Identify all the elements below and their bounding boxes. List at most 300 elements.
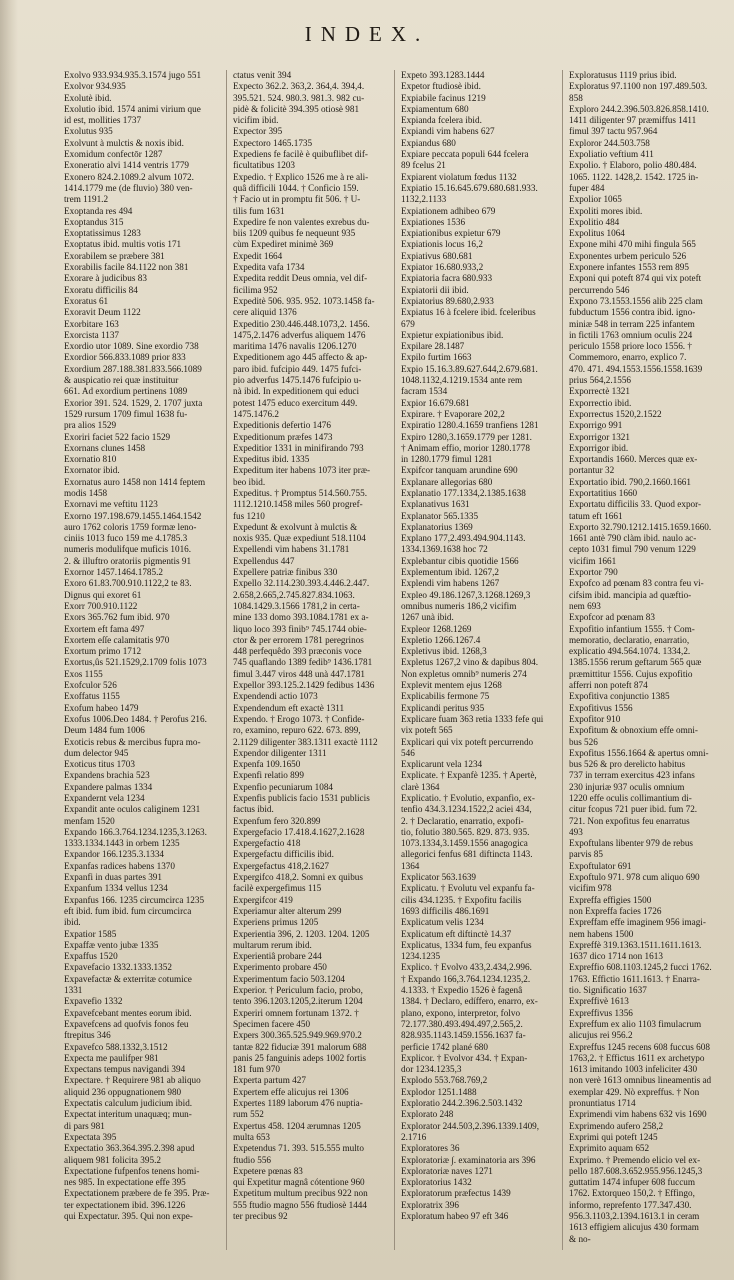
index-entry: Exolutio ibid. 1574 animi virium que xyxy=(64,103,201,114)
index-entry: Exploror 244.503.758 xyxy=(569,137,650,148)
index-entry: Expleor 1268.1269 xyxy=(401,623,472,634)
index-entry: Specimen facere 450 xyxy=(233,1018,311,1029)
index-entry: Explicatus, 1334 fum, feu expanfus xyxy=(401,939,532,950)
page-edge-shadow xyxy=(0,0,18,1280)
index-entry: cepto 1031 fimul 790 venum 1229 xyxy=(569,544,696,555)
index-entry: di pars 981 xyxy=(64,1120,105,1131)
index-entry: Dignus qui exoret 61 xyxy=(64,589,142,600)
index-entry: Expendendi actio 1073 xyxy=(233,691,318,702)
index-entry: tio. Significatio 1637 xyxy=(569,985,647,996)
index-entry: Exordior 566.833.1089 prior 833 xyxy=(64,352,186,363)
index-entry: Expectare. † Requirere 981 ab aliquo xyxy=(64,1075,201,1086)
index-entry: Expandens brachia 523 xyxy=(64,770,150,781)
index-entry: Expiarent violatum fœdus 1132 xyxy=(401,171,517,182)
index-entry: † Animam effio, morior 1280.1778 xyxy=(401,442,530,453)
index-entry: Explementum ibid. 1267,2 xyxy=(401,567,499,578)
index-entry: Expiabile facinus 1219 xyxy=(401,92,486,103)
index-entry: 1334.1369.1638 hoc 72 xyxy=(401,544,488,555)
index-entry: Exploratorius 1432 xyxy=(401,1177,472,1188)
index-entry: bus 526 & pro derelicto habitus xyxy=(569,759,686,770)
index-entry: pidè & folicitè 394.395 otiosè 981 xyxy=(233,103,360,114)
index-entry: Exploratores 36 xyxy=(401,1143,460,1154)
index-entry: Expietur expiationibus ibid. xyxy=(401,329,504,340)
index-entry: Expetere pœnas 83 xyxy=(233,1165,303,1176)
index-entry: in fictili 1763 omnium oculis 224 xyxy=(569,329,693,340)
index-entry: Expando 166.3.764.1234.1235,3.1263. xyxy=(64,826,207,837)
index-entry: Expedita vafa 1734 xyxy=(233,262,305,273)
index-entry: Exordium 287.188.381.833.566.1089 xyxy=(64,363,202,374)
index-entry: Experiens primus 1205 xyxy=(233,917,319,928)
index-entry: Exporrectus 1520,2.1522 xyxy=(569,408,662,419)
index-entry: Explicate. † Expanfè 1235. † Apertè, xyxy=(401,770,537,781)
index-entry: 1331 xyxy=(64,985,83,996)
index-entry: Explicari qui vix poteft percurrendo xyxy=(401,736,534,747)
index-entry: aliquem 981 folicita 395.2 xyxy=(64,1154,161,1165)
index-entry: Expectat interitum unaquæq; mun- xyxy=(64,1109,192,1120)
index-entry: modis 1458 xyxy=(64,487,108,498)
index-entry: Explicor. † Evolvor 434. † Expan- xyxy=(401,1052,528,1063)
index-entry: Exploratrix 396 xyxy=(401,1199,459,1210)
index-entry: 546 xyxy=(401,747,415,758)
index-entry: ter precibus 92 xyxy=(233,1210,288,1221)
index-entry: 1613 imitando 1003 infeliciter 430 xyxy=(569,1064,698,1075)
index-entry: Expiationes 1536 xyxy=(401,216,466,227)
index-entry: Exoptatissimus 1283 xyxy=(64,228,141,239)
index-entry: Expiationis locus 16,2 xyxy=(401,239,483,250)
index-entry: pra alios 1529 xyxy=(64,420,117,431)
index-entry: Exorbitare 163 xyxy=(64,318,119,329)
index-entry: fimul 3.447 viros 448 unà 447.1781 xyxy=(233,668,365,679)
index-entry: nà ibid. In expeditionem qui educi xyxy=(233,386,360,397)
index-entry: 1637 dico 1714 non 1613 xyxy=(569,951,663,962)
index-entry: Expers 300.365.525.949.969.970.2 xyxy=(233,1030,362,1041)
index-entry: Expifcor tanquam arundine 690 xyxy=(401,465,518,476)
index-entry: Experimentum facio 503.1204 xyxy=(233,973,346,984)
index-entry: periculo 1558 priore loco 1556. † xyxy=(569,341,692,352)
index-entry: 679 xyxy=(401,318,415,329)
index-entry: Exprimo. † Premendo elicio vel ex- xyxy=(569,1154,701,1165)
index-entry: Expirare. † Evaporare 202,2 xyxy=(401,408,505,419)
index-entry: allegorici fenfus 681 diftincta 1143. xyxy=(401,849,533,860)
index-entry: Exploratorum præfectus 1439 xyxy=(401,1188,511,1199)
index-column-2 xyxy=(226,70,394,1250)
index-columns xyxy=(58,70,730,1250)
index-entry: Expeditionem ago 445 affecto & ap- xyxy=(233,352,368,363)
index-entry: Exploratio 244.2.396.2.503.1432 xyxy=(401,1098,523,1109)
index-entry: Expiatio 15.16.645.679.680.681.933. xyxy=(401,182,538,193)
index-entry: Expiamentum 680 xyxy=(401,103,469,114)
index-entry: Expoliatio veftium 411 xyxy=(569,149,654,160)
index-entry: Explebantur cibis quotidie 1566 xyxy=(401,555,519,566)
index-entry: 1112.1210.1458 miles 560 progref- xyxy=(233,499,363,510)
index-entry: Exporrigor 1321 xyxy=(569,431,630,442)
index-entry: Exofculor 526 xyxy=(64,680,117,691)
index-entry: cifsim ibid. mancipia ad quæftio- xyxy=(569,589,692,600)
index-entry: Explicare fuam 363 retia 1333 fefe qui xyxy=(401,713,544,724)
index-entry: cere aliquid 1376 xyxy=(233,307,297,318)
index-entry: rum 552 xyxy=(233,1109,264,1120)
index-entry: Expergefactio 418 xyxy=(233,838,301,849)
index-entry: Expergefacio 17.418.4.1627,2.1628 xyxy=(233,826,365,837)
index-entry: Exolutè ibid. xyxy=(64,92,112,103)
index-entry: Exorare à judicibus 83 xyxy=(64,273,147,284)
index-entry: 1220 effe oculis collimantium di- xyxy=(569,793,692,803)
index-entry: Expectatione fufpenfos tenens homi- xyxy=(64,1165,200,1176)
index-entry: ftrepitus 346 xyxy=(64,1030,111,1041)
index-entry: Exolvunt à mulctis & noxis ibid. xyxy=(64,137,184,148)
index-entry: Expeditio 230.446.448.1073,2. 1456. xyxy=(233,318,370,329)
index-entry: Expectatio 363.364.395.2.398 apud xyxy=(64,1143,195,1154)
index-entry: Expreffivè 1613 xyxy=(569,996,629,1007)
index-entry: 1475.1476.2 xyxy=(233,408,279,419)
index-entry: Explanatio 177.1334,2.1385.1638 xyxy=(401,487,526,498)
index-entry: Expofitum & obnoxium effe omni- xyxy=(569,725,698,736)
index-entry: Expiatoria facra 680.933 xyxy=(401,273,493,284)
index-entry: ftudio 556 xyxy=(233,1154,272,1165)
index-entry: Expreffum ex alio 1103 fimulacrum xyxy=(569,1018,702,1029)
index-entry: biis 1209 quibus fe nequeunt 935 xyxy=(233,228,356,239)
index-entry: Explanator 565.1335 xyxy=(401,510,479,521)
index-entry: beo ibid. xyxy=(233,476,266,487)
index-entry: numeris modulifque muficis 1016. xyxy=(64,544,192,555)
index-entry: parvis 85 xyxy=(569,849,603,860)
index-entry: Exportandis 1660. Merces quæ ex- xyxy=(569,454,698,465)
index-entry: Explorator 244.503,2.396.1339.1409, xyxy=(401,1120,540,1131)
index-entry: Exornator ibid. xyxy=(64,465,120,476)
index-entry: perficie 1742 plané 680 xyxy=(401,1041,488,1052)
index-entry: Exortus,ûs 521.1529,2.1709 folis 1073 xyxy=(64,657,207,668)
index-entry: 737 in terram exercitus 423 infans xyxy=(569,770,695,781)
index-entry: Expiandus 680 xyxy=(401,137,456,148)
index-entry: 1529 rursum 1709 fimul 1638 fu- xyxy=(64,408,188,419)
index-entry: Expetendus 71. 393. 515.555 multo xyxy=(233,1143,364,1154)
index-entry: Expleo 49.186.1267,3.1268.1269,3 xyxy=(401,589,531,600)
index-entry: Exoptanda res 494 xyxy=(64,205,133,216)
index-entry: 1048.1132,4.1219.1534 ante rem xyxy=(401,375,523,386)
index-entry: 1384. † Declaro, edíffero, enarro, ex- xyxy=(401,996,538,1007)
index-entry: Expofitus 1556.1664 & apertus omni- xyxy=(569,747,709,758)
index-entry: pio adverfus 1475.1476 fufcipio u- xyxy=(233,375,362,386)
index-entry: vicifim 978 xyxy=(569,883,612,894)
index-entry: 661. Ad exordium pertinens 1089 xyxy=(64,386,188,397)
index-entry: Expletivus ibid. 1268,3 xyxy=(401,646,487,657)
index-entry: Expanfus 166. 1235 circumcirca 1235 xyxy=(64,894,205,905)
index-entry: Expatior 1585 xyxy=(64,928,117,939)
index-entry: exemplar 429. Nò expreffus. † Non xyxy=(569,1086,700,1097)
index-entry: 448 perfequêdo 393 præconis voce xyxy=(233,646,362,657)
index-entry: aliquid 236 oppugnationem 980 xyxy=(64,1086,182,1097)
index-entry: Expilo furtim 1663 xyxy=(401,352,472,363)
index-entry: Exploro 244.2.396.503.826.858.1410. xyxy=(569,103,709,114)
index-entry: Experimento probare 450 xyxy=(233,962,327,973)
index-entry: Expoliti mores ibid. xyxy=(569,205,643,216)
index-entry: Expenfum fero 320.899 xyxy=(233,815,321,826)
index-entry: multa 653 xyxy=(233,1131,271,1142)
index-entry: Experiri omnem fortunam 1372. † xyxy=(233,1007,359,1018)
index-entry: Explano 177,2.493.494.904.1143. xyxy=(401,533,526,544)
index-entry: multarum rerum ibid. xyxy=(233,939,312,950)
index-entry: Exprimendi vim habens 632 vis 1690 xyxy=(569,1109,707,1120)
index-entry: auro 1762 coloris 1759 formæ leno- xyxy=(64,521,197,532)
index-entry: tento 396.1203.1205,2.iterum 1204 xyxy=(233,996,363,1007)
index-entry: Exortem eſſe calamitatis 970 xyxy=(64,634,170,645)
index-entry: 72.177.380.493.494.497,2.565,2. xyxy=(401,1018,523,1029)
index-entry: memoratio, declaratio, enarratio, xyxy=(569,634,690,645)
index-entry: potest 1475 educo exercitum 449. xyxy=(233,397,358,408)
index-entry: 1385.1556 rerum geftarum 565 quæ xyxy=(569,657,702,668)
index-column-1 xyxy=(58,70,226,1250)
index-entry: Expofco ad pœnam 83 contra feu vi- xyxy=(569,578,704,589)
index-entry: 2. † Declaratio, enarratio, expofi- xyxy=(401,815,524,826)
index-entry: dor 1234.1235,3 xyxy=(401,1064,462,1075)
index-entry: Expergefactus 418,2.1627 xyxy=(233,860,330,871)
index-entry: Exoravit Deum 1122 xyxy=(64,307,141,318)
index-entry: fus 1210 xyxy=(233,510,265,521)
index-entry: paro ibid. fufcipio 449. 1475 fufci- xyxy=(233,363,362,374)
index-entry: Expetor ftudiosè ibid. xyxy=(401,81,481,92)
index-entry: fubductum 1556 contra ibid. igno- xyxy=(569,307,696,318)
index-entry: 1234.1235 xyxy=(401,951,441,962)
index-entry: Expandit ante oculos caliginem 1231 xyxy=(64,804,201,815)
index-entry: Expeditionis defertio 1476 xyxy=(233,420,331,431)
index-entry: Expeditior 1331 in minifirando 793 xyxy=(233,442,364,453)
index-entry: Expandernt vela 1234 xyxy=(64,793,145,803)
index-entry: Expolior 1065 xyxy=(569,194,622,205)
index-entry: Expendendum eft exactè 1311 xyxy=(233,702,345,713)
index-entry: Expenfi relatio 899 xyxy=(233,770,304,781)
index-entry: Exoptandus 315 xyxy=(64,216,124,227)
index-entry: 1065. 1122. 1428,2. 1542. 1725 in- xyxy=(569,171,699,182)
index-entry: Explendi vim habens 1267 xyxy=(401,578,500,589)
index-entry: portantur 32 xyxy=(569,465,615,476)
index-entry: Expanfas radices habens 1370 xyxy=(64,860,175,871)
index-entry: panis 25 fanguinis adeps 1002 fortis xyxy=(233,1052,366,1063)
index-entry: 1763,2. † Effictus 1611 ex archetypo xyxy=(569,1052,705,1063)
index-entry: cilis 434.1235. † Expofitu facilis xyxy=(401,894,522,905)
index-entry: ro, examino, repuro 622. 673. 899, xyxy=(233,725,361,736)
index-entry: in 1280.1779 fimul 1281 xyxy=(401,454,493,465)
index-entry: Exoticis rebus & mercibus fupra mo- xyxy=(64,736,201,747)
index-entry: Explicabilis fermone 75 xyxy=(401,691,490,702)
index-entry: Experior. † Periculum facio, probo, xyxy=(233,985,363,996)
index-entry: 1364 xyxy=(401,860,420,871)
index-entry: Exponere infantes 1553 rem 895 xyxy=(569,262,689,273)
index-entry: Explanativus 1631 xyxy=(401,499,470,510)
index-entry: Expofitivus 1556 xyxy=(569,702,633,713)
index-entry: Expiare peccata populi 644 fcelera xyxy=(401,149,529,160)
index-entry: tantæ 822 fiduciæ 391 malorum 688 xyxy=(233,1041,367,1052)
index-entry: Expavefcebant mentes eorum ibid. xyxy=(64,1007,192,1018)
index-entry: Exprimendo aufero 258,2 xyxy=(569,1120,664,1131)
index-entry: Exporrigo 991 xyxy=(569,420,623,431)
index-entry: Expenfa 109.1650 xyxy=(233,759,301,770)
index-entry: Expiro 1280,3.1659.1779 per 1281. xyxy=(401,431,532,442)
index-entry: 2. & illuftro oratoriis pigmentis 91 xyxy=(64,555,192,566)
index-entry: qui Expetitur magnâ cótentione 960 xyxy=(233,1177,365,1188)
index-entry: † Facio ut in promptu fit 506. † U- xyxy=(233,194,361,205)
index-entry: pello 187.608.3.652.955.956.1245,3 xyxy=(569,1165,703,1176)
index-entry: Expeditus ibid. 1335 xyxy=(233,454,310,465)
index-entry: Exos 1155 xyxy=(64,668,103,679)
index-entry: Explicatum velis 1234 xyxy=(401,917,484,928)
index-entry: Expectatis calculum judicium ibid. xyxy=(64,1098,193,1109)
index-entry: Expavefactæ & exterritæ cotumice xyxy=(64,973,192,984)
index-entry: Expreffè 319.1363.1511.1611.1613. xyxy=(569,939,702,950)
index-column-4 xyxy=(562,70,730,1250)
index-entry: 493 xyxy=(569,826,583,837)
index-entry: Exorno 197.198.679.1455.1464.1542 xyxy=(64,510,202,521)
index-entry: factus ibid. xyxy=(233,804,274,815)
index-entry: Explevit mentem ejus 1268 xyxy=(401,680,502,691)
index-entry: alicujus rei 956.2 xyxy=(569,1030,633,1041)
index-entry: Expellendi vim habens 31.1781 xyxy=(233,544,350,555)
index-entry: Exploratoriæ ∫. examinatoria ars 396 xyxy=(401,1154,536,1165)
index-entry: Expertes 1189 laborum 476 nuptia- xyxy=(233,1098,363,1109)
index-entry: Expaffus 1520 xyxy=(64,951,118,962)
index-entry: Expiandi vim habens 627 xyxy=(401,126,495,137)
index-entry: 4.1333. † Expedio 1526 è fagenâ xyxy=(401,985,523,996)
index-entry: Expoftulator 691 xyxy=(569,860,632,871)
index-entry: Expediens fe facilè è quibuflibet dif- xyxy=(233,149,368,160)
index-entry: Expavefcens ad quofvis fonos feu xyxy=(64,1018,189,1029)
index-entry: Expiator 16.680.933,2 xyxy=(401,262,484,273)
index-entry: mine 133 domo 393.1084.1781 ex a- xyxy=(233,612,369,623)
index-entry: plano, expono, interpretor, folvo xyxy=(401,1007,521,1018)
index-entry: Explicatum eft diftinctè 14.37 xyxy=(401,928,512,939)
index-entry: vicifim 1661 xyxy=(569,555,617,566)
index-entry: Exornor 1457.1464.1785.2 xyxy=(64,567,164,578)
index-entry: 1411 diligenter 97 præmiffus 1411 xyxy=(569,115,697,126)
index-entry: Expellendus 447 xyxy=(233,555,295,566)
index-entry: Exoffatus 1155 xyxy=(64,691,120,702)
index-entry: non verè 1613 omnibus lineamentis ad xyxy=(569,1075,712,1086)
index-entry: Exornatus auro 1458 non 1414 feptem xyxy=(64,476,206,487)
index-entry: Expertus 458. 1204 ærumnas 1205 xyxy=(233,1120,361,1131)
index-entry: Exors 365.762 fum ibid. 970 xyxy=(64,612,170,623)
index-entry: 2.1129 diligenter 383.1311 exactè 1112 xyxy=(233,736,378,747)
index-entry: Experientia 396, 2. 1203. 1204. 1205 xyxy=(233,928,370,939)
index-entry: dum delector 945 xyxy=(64,747,129,758)
index-entry: vix poteft 565 xyxy=(401,725,453,736)
index-entry: Explicator 563.1639 xyxy=(401,872,477,883)
index-entry: Expeto 393.1283.1444 xyxy=(401,70,485,80)
index-entry: Expofitiva conjunctio 1385 xyxy=(569,691,670,702)
index-entry: 2.658,2.665,2.745.827.834.1063. xyxy=(233,589,355,600)
index-entry: Expiatorii dii ibid. xyxy=(401,284,469,295)
index-entry: quâ difficili 1044. † Conficio 159. xyxy=(233,182,359,193)
index-entry: Experientiâ probare 244 xyxy=(233,951,322,962)
index-entry: Expedio. † Explico 1526 me à re ali- xyxy=(233,171,369,182)
index-entry: Exportatio ibid. 790,2.1660.1661 xyxy=(569,476,691,487)
index-entry: Explicatio. † Evolutio, expanfio, ex- xyxy=(401,793,535,803)
index-entry: facilè expergefimus 115 xyxy=(233,883,322,894)
index-entry: 745 quaflando 1389 fedib⁹ 1436.1781 xyxy=(233,657,373,668)
index-entry: Expofcor ad pœnam 83 xyxy=(569,612,655,623)
index-entry: Expedita reddit Deus omnia, vel dif- xyxy=(233,273,368,284)
index-entry: 89 fcelus 21 xyxy=(401,160,446,171)
index-entry: Expior 16.679.681 xyxy=(401,397,470,408)
index-entry: Expector 395 xyxy=(233,126,283,137)
index-entry: Exorabilem se præbere 381 xyxy=(64,250,165,261)
index-entry: Exporrigor ibid. xyxy=(569,442,629,453)
index-entry: Expeditus. † Promptus 514.560.755. xyxy=(233,487,367,498)
index-entry: cùm Expediret minimè 369 xyxy=(233,239,334,250)
index-entry: Non expletus omnib⁹ numeris 274 xyxy=(401,668,527,679)
index-entry: Exortum primo 1712 xyxy=(64,646,142,657)
index-entry: Expetitum multum precibus 922 non xyxy=(233,1188,368,1199)
index-entry: tilis fum 1631 xyxy=(233,205,285,216)
index-entry: percurrendo 546 xyxy=(569,284,630,295)
index-entry: 470. 471. 494.1553.1556.1558.1639 xyxy=(569,363,703,374)
index-entry: bus 526 xyxy=(569,736,598,747)
index-entry: clarè 1364 xyxy=(401,781,440,792)
index-entry: Expeditè 506. 935. 952. 1073.1458 fa- xyxy=(233,295,375,306)
index-entry: Expergefactu difficilis ibid. xyxy=(233,849,334,860)
index-entry: explicatio 494.564.1074. 1334,2. xyxy=(569,646,691,657)
index-entry: Expiratio 1280.4.1659 tranfiens 1281 xyxy=(401,420,539,431)
index-entry: 1763. Effictio 1611.1613. † Enarra- xyxy=(569,973,700,984)
index-entry: Explanare allegorias 680 xyxy=(401,476,493,487)
index-entry: Expreffam effe imaginem 956 imagi- xyxy=(569,917,706,928)
index-entry: Exornavi me veftitu 1123 xyxy=(64,499,158,510)
index-entry: Exoro 61.83.700.910.1122,2 te 83. xyxy=(64,578,192,589)
index-entry: Exprimi qui poteft 1245 xyxy=(569,1131,658,1142)
index-entry: Exporrectio ibid. xyxy=(569,397,632,408)
index-entry: Expergifcor 419 xyxy=(233,894,293,905)
index-entry: Expilare 28.1487 xyxy=(401,341,465,352)
index-entry: Exomidum confectōr 1287 xyxy=(64,149,163,160)
index-entry: Expono 73.1553.1556 alib 225 clam xyxy=(569,295,703,306)
index-entry: nem 693 xyxy=(569,600,601,611)
index-entry: Exoneratio alvi 1414 ventris 1779 xyxy=(64,160,190,171)
index-entry: Exorcista 1137 xyxy=(64,329,120,340)
index-entry: Exoticus titus 1703 xyxy=(64,759,135,770)
index-entry: Explodo 553.768.769,2 xyxy=(401,1075,488,1086)
index-entry: Exofum habeo 1479 xyxy=(64,702,139,713)
index-entry: pronuntiatus 1714 xyxy=(569,1098,636,1109)
index-entry: Expavefacio 1332.1333.1352 xyxy=(64,962,172,973)
index-entry: Expiativus 680.681 xyxy=(401,250,473,261)
index-entry: tio, folutio 380.565. 829. 873. 935. xyxy=(401,826,530,837)
index-entry: Expellere patriæ finibus 330 xyxy=(233,567,338,578)
index-entry: Exoptatus ibid. multis votis 171 xyxy=(64,239,182,250)
index-entry: 1084.1429.3.1566 1781,2 in certa- xyxy=(233,600,360,611)
index-entry: Explicatu. † Evolutu vel expanfu fa- xyxy=(401,883,535,894)
index-entry: Expectans tempus navigandi 394 xyxy=(64,1064,186,1075)
index-entry: Expaffæ vento jubæ 1335 xyxy=(64,939,159,950)
index-entry: Expello 32.114.230.393.4.446.2.447. xyxy=(233,578,370,589)
index-entry: Expoftulans libenter 979 de rebus xyxy=(569,838,693,849)
index-entry: Exploratus 97.1100 non 197.489.503. xyxy=(569,81,708,92)
index-entry: miniæ 548 in terram 225 infantem xyxy=(569,318,695,329)
index-entry: Expio 15.16.3.89.627.644,2.679.681. xyxy=(401,363,538,374)
index-entry: Expletus 1267,2 vino & dapibus 804. xyxy=(401,657,539,668)
index-entry: tenfio 434.3.1234.1522,2 aciei 434, xyxy=(401,804,532,815)
index-entry: nes 985. In expectatione effe 395 xyxy=(64,1177,186,1188)
index-entry: Explico. † Evolvo 433,2.434,2.996. xyxy=(401,962,532,973)
index-entry: Expectoro 1465.1735 xyxy=(233,137,313,148)
index-entry: Exponentes urbem periculo 526 xyxy=(569,250,687,261)
index-entry: Expavefio 1332 xyxy=(64,996,123,1007)
index-entry: 1693 difficilis 486.1691 xyxy=(401,905,490,916)
index-entry: Expeditionum præfes 1473 xyxy=(233,431,333,442)
index-entry: Exorior 391. 524. 1529, 2. 1707 juxta xyxy=(64,397,203,408)
index-entry: Expeditum iter habens 1073 iter præ- xyxy=(233,465,371,476)
index-entry: Exoratus 61 xyxy=(64,295,109,306)
index-entry: ter expectationem ibid. 396.1226 xyxy=(64,1199,186,1210)
index-entry: Expandere palmas 1334 xyxy=(64,781,153,792)
index-entry: Exorabilis facile 84.1122 non 381 xyxy=(64,262,189,273)
